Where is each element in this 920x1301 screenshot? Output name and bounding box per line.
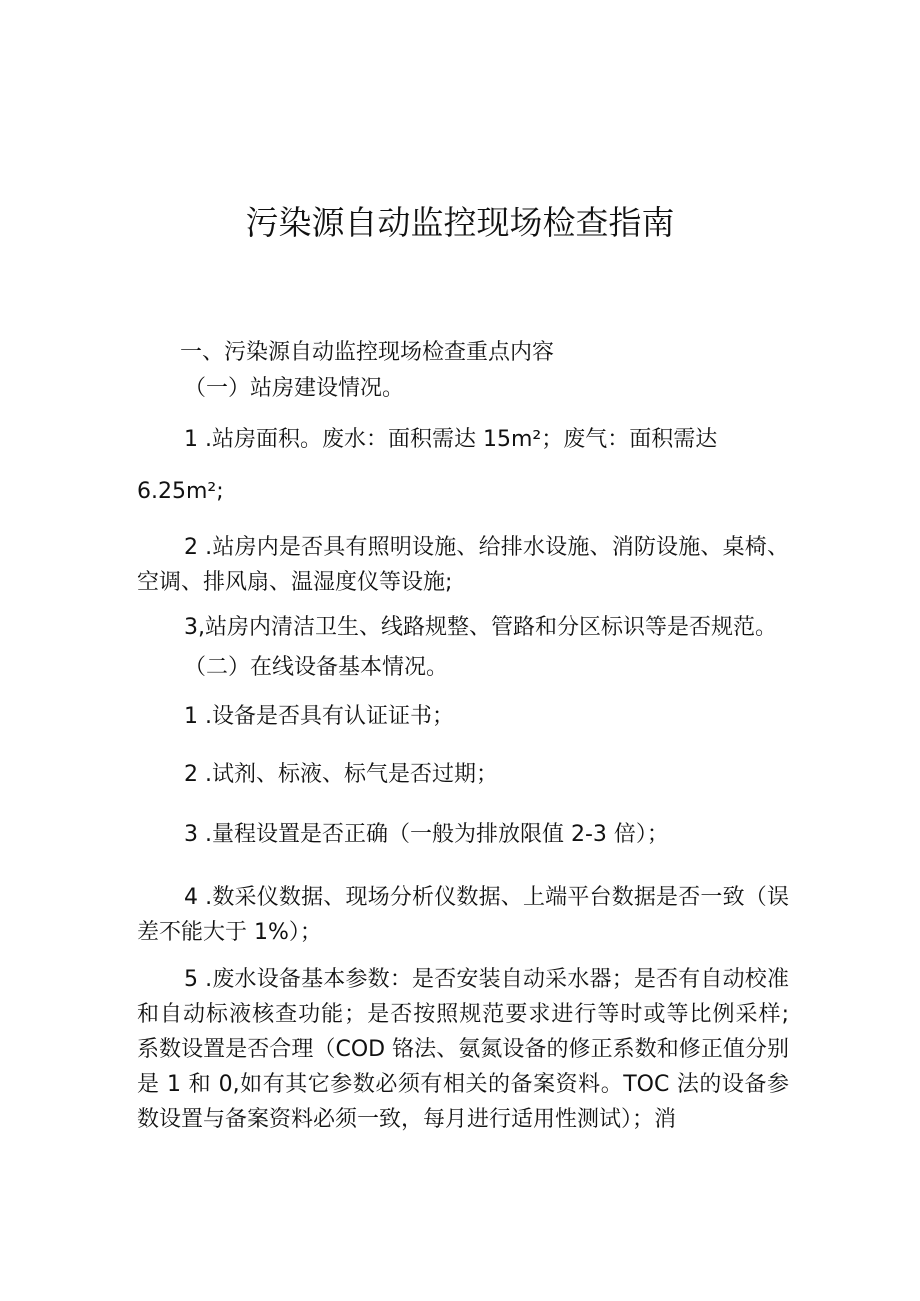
item-wastewater-parameters: 5 .废水设备基本参数：是否安装自动采水器；是否有自动校准和自动标液核查功能；是否按照规范要求进行等时或等比例采样; 系数设置是否合理（COD 铬法、氨氮设备的修正系数和修正值分别是 1 和 0,如有其它参数必须有相关的备案资料。TOC 法的设备参数设置与备案资料必须一致，每月进行适用性测试）；消	[137, 967, 789, 1132]
subsection-heading-station: （一）站房建设情况。	[184, 376, 405, 401]
item-station-cleanliness: 3,站房内清洁卫生、线路规整、管路和分区标识等是否规范。	[184, 615, 777, 640]
item-reagents-expiry: 2 .试剂、标液、标气是否过期；	[184, 762, 498, 787]
item-data-consistency: 4 .数采仪数据、现场分析仪数据、上端平台数据是否一致（误差不能大于 1%）；	[137, 885, 789, 945]
item-station-facilities: 2 .站房内是否具有照明设施、给排水设施、消防设施、桌椅、空调、排风扇、温湿度仪等设施;	[137, 535, 789, 595]
item-certificate: 1 .设备是否具有认证证书；	[184, 704, 454, 729]
section-heading-1: 一、污染源自动监控现场检查重点内容	[180, 340, 555, 365]
document-title: 污染源自动监控现场检查指南	[245, 203, 675, 242]
item-range-setting: 3 .量程设置是否正确（一般为排放限值 2-3 倍）；	[184, 822, 669, 847]
subsection-heading-equipment: （二）在线设备基本情况。	[184, 655, 449, 680]
item-station-area-line-2: 6.25m²;	[137, 479, 224, 504]
item-station-area-line-1: 1 .站房面积。废水：面积需达 15m²；废气：面积需达	[184, 427, 718, 452]
